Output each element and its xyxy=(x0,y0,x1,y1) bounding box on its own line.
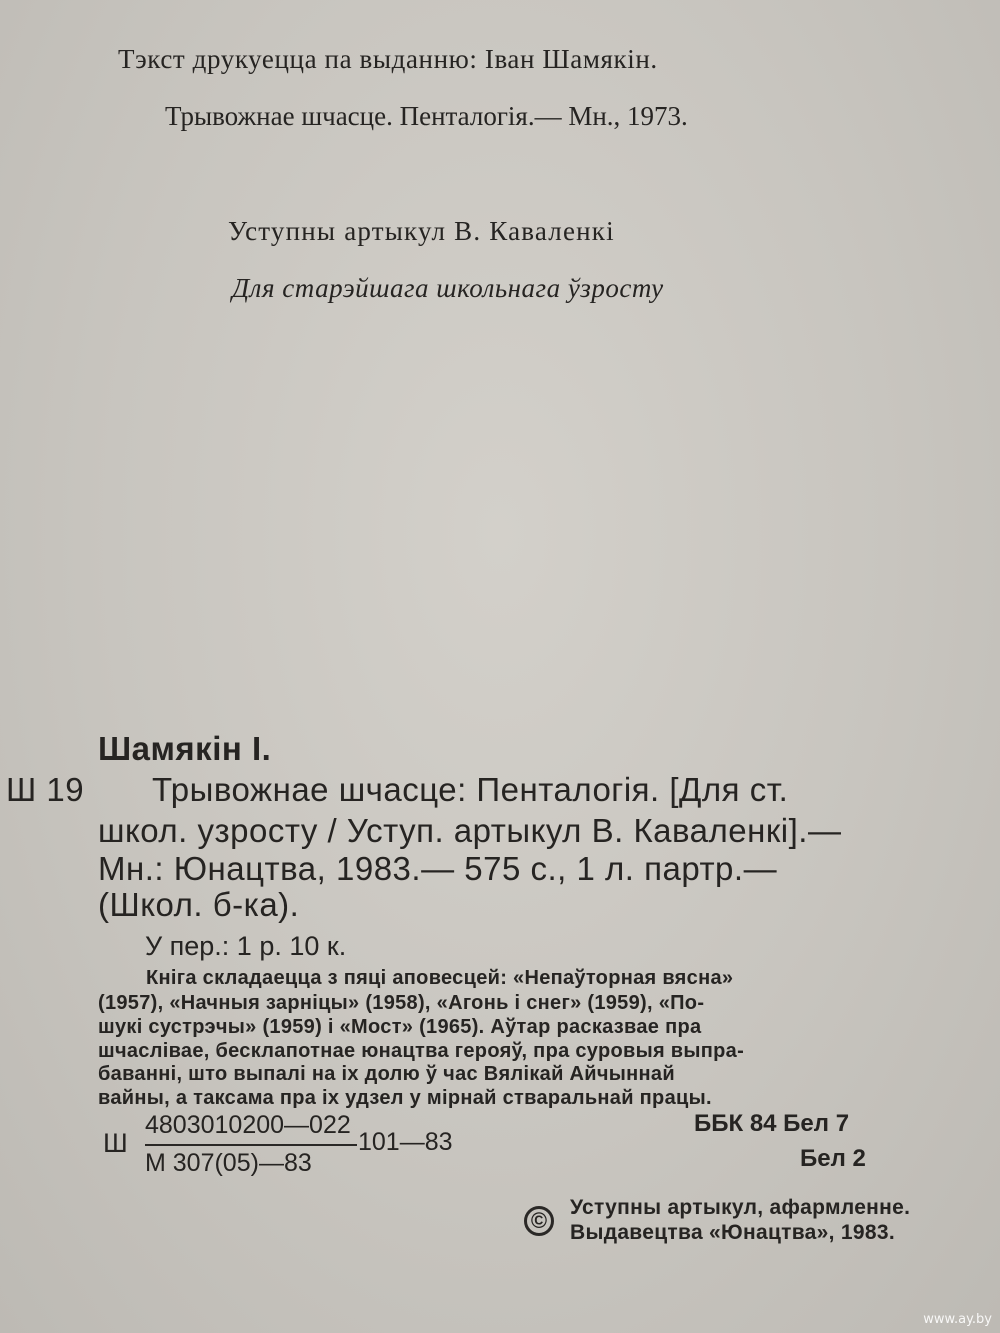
catalog-title-line-4: (Школ. б-ка). xyxy=(98,886,300,923)
code-letter: Ш xyxy=(103,1128,128,1158)
code-numerator: 4803010200—022 xyxy=(145,1111,351,1139)
catalog-author: Шамякін І. xyxy=(98,730,272,767)
code-suffix: 101—83 xyxy=(358,1128,453,1156)
annotation-line-1: Кніга складаецца з пяці аповесцей: «Непаўторная вясна» xyxy=(146,967,734,989)
intro-credit: Уступны артыкул В. Каваленкі xyxy=(228,216,615,246)
copyright-line-1: Уступны артыкул, афармленне. xyxy=(570,1196,911,1219)
annotation-line-3: шукі сустрэчы» (1959) і «Мост» (1965). Аўтар расказвае пра xyxy=(98,1016,702,1038)
source-edition-line-1: Тэкст друкуецца па выданню: Іван Шамякін. xyxy=(118,44,658,74)
annotation-line-4: шчаслівае, бесклапотнае юнацтва герояў, пра суровыя выпра- xyxy=(98,1040,745,1062)
bel-code: Бел 2 xyxy=(800,1145,866,1172)
catalog-title-line-1: Трывожнае шчасце: Пенталогія. [Для ст. xyxy=(152,771,789,808)
bbk-code: ББК 84 Бел 7 xyxy=(694,1110,850,1137)
annotation-line-6: вайны, а таксама пра іх удзел у мірнай стваральнай працы. xyxy=(98,1087,712,1109)
annotation-line-2: (1957), «Начныя зарніцы» (1958), «Агонь і снег» (1959), «По- xyxy=(98,992,705,1014)
code-fraction-line xyxy=(145,1144,357,1146)
copyright-line-2: Выдавецтва «Юнацтва», 1983. xyxy=(570,1221,895,1244)
code-denominator: М 307(05)—83 xyxy=(145,1149,312,1177)
catalog-price: У пер.: 1 р. 10 к. xyxy=(145,931,347,961)
annotation-line-5: баванні, што выпалі на іх долю ў час Вялікай Айчыннай xyxy=(98,1063,675,1085)
catalog-index: Ш 19 xyxy=(6,771,85,808)
watermark: www.ay.by xyxy=(923,1312,992,1327)
catalog-title-line-3: Мн.: Юнацтва, 1983.— 575 с., 1 л. партр.— xyxy=(98,850,778,887)
copyright-icon: © xyxy=(524,1206,554,1236)
source-edition-line-2: Трывожнае шчасце. Пенталогія.— Мн., 1973. xyxy=(165,101,688,131)
audience-note: Для старэйшага школьнага ўзросту xyxy=(232,273,664,303)
catalog-title-line-2: школ. узросту / Уступ. артыкул В. Каваленкі].— xyxy=(98,812,842,849)
